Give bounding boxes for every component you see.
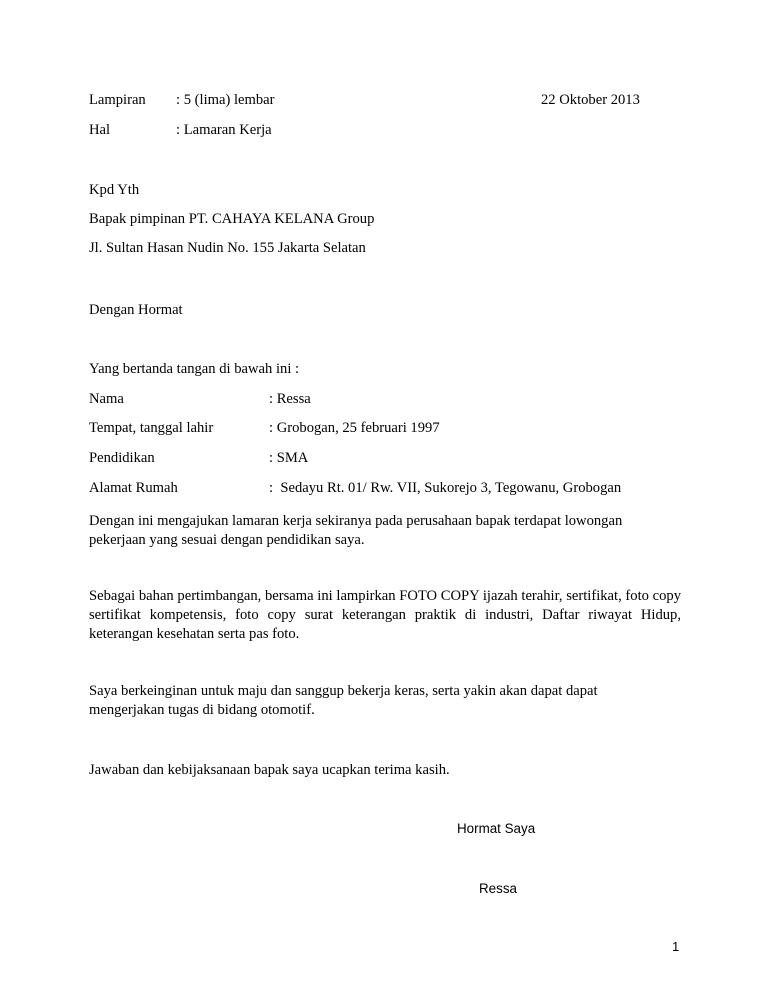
recipient-line-2: Bapak pimpinan PT. CAHAYA KELANA Group [89, 211, 375, 227]
paragraph-application: Dengan ini mengajukan lamaran kerja sekiranya pada perusahaan bapak terdapat lowongan pekerjaan yang sesuai dengan pendidikan saya. [89, 513, 623, 548]
intro-line: Yang bertanda tangan di bawah ini : [89, 361, 300, 377]
hal-label: Hal [89, 122, 111, 138]
detail-value-education: : SMA [269, 450, 309, 466]
page-number: 1 [672, 939, 680, 954]
detail-label-name: Nama [89, 391, 124, 407]
detail-label-birth: Tempat, tanggal lahir [89, 420, 214, 436]
detail-value-birth: : Grobogan, 25 februari 1997 [269, 420, 440, 436]
paragraph-attachments: Sebagai bahan pertimbangan, bersama ini lampirkan FOTO COPY ijazah terahir, sertifikat, foto copy sertifikat kompetensis, foto copy surat keterangan praktik di industri, Daftar riwayat Hidup, keterangan kesehatan serta pas foto. [89, 588, 681, 642]
hal-value: : Lamaran Kerja [176, 122, 272, 138]
detail-label-address: Alamat Rumah [89, 480, 178, 496]
recipient-line-1: Kpd Yth [89, 182, 140, 198]
lampiran-label: Lampiran [89, 92, 146, 108]
detail-label-education: Pendidikan [89, 450, 155, 466]
detail-value-name: : Ressa [269, 391, 311, 407]
recipient-line-3: Jl. Sultan Hasan Nudin No. 155 Jakarta Selatan [89, 240, 366, 256]
signatory-name: Ressa [479, 881, 517, 896]
closing-regards: Hormat Saya [457, 821, 536, 836]
lampiran-value: : 5 (lima) lembar [176, 92, 275, 108]
paragraph-thanks: Jawaban dan kebijaksanaan bapak saya ucapkan terima kasih. [89, 762, 450, 778]
detail-value-address: : Sedayu Rt. 01/ Rw. VII, Sukorejo 3, Tegowanu, Grobogan [269, 480, 622, 496]
paragraph-motivation: Saya berkeinginan untuk maju dan sanggup bekerja keras, serta yakin akan dapat dapat mengerjakan tugas di bidang otomotif. [89, 683, 598, 718]
letter-date: 22 Oktober 2013 [541, 92, 640, 108]
greeting: Dengan Hormat [89, 302, 183, 318]
